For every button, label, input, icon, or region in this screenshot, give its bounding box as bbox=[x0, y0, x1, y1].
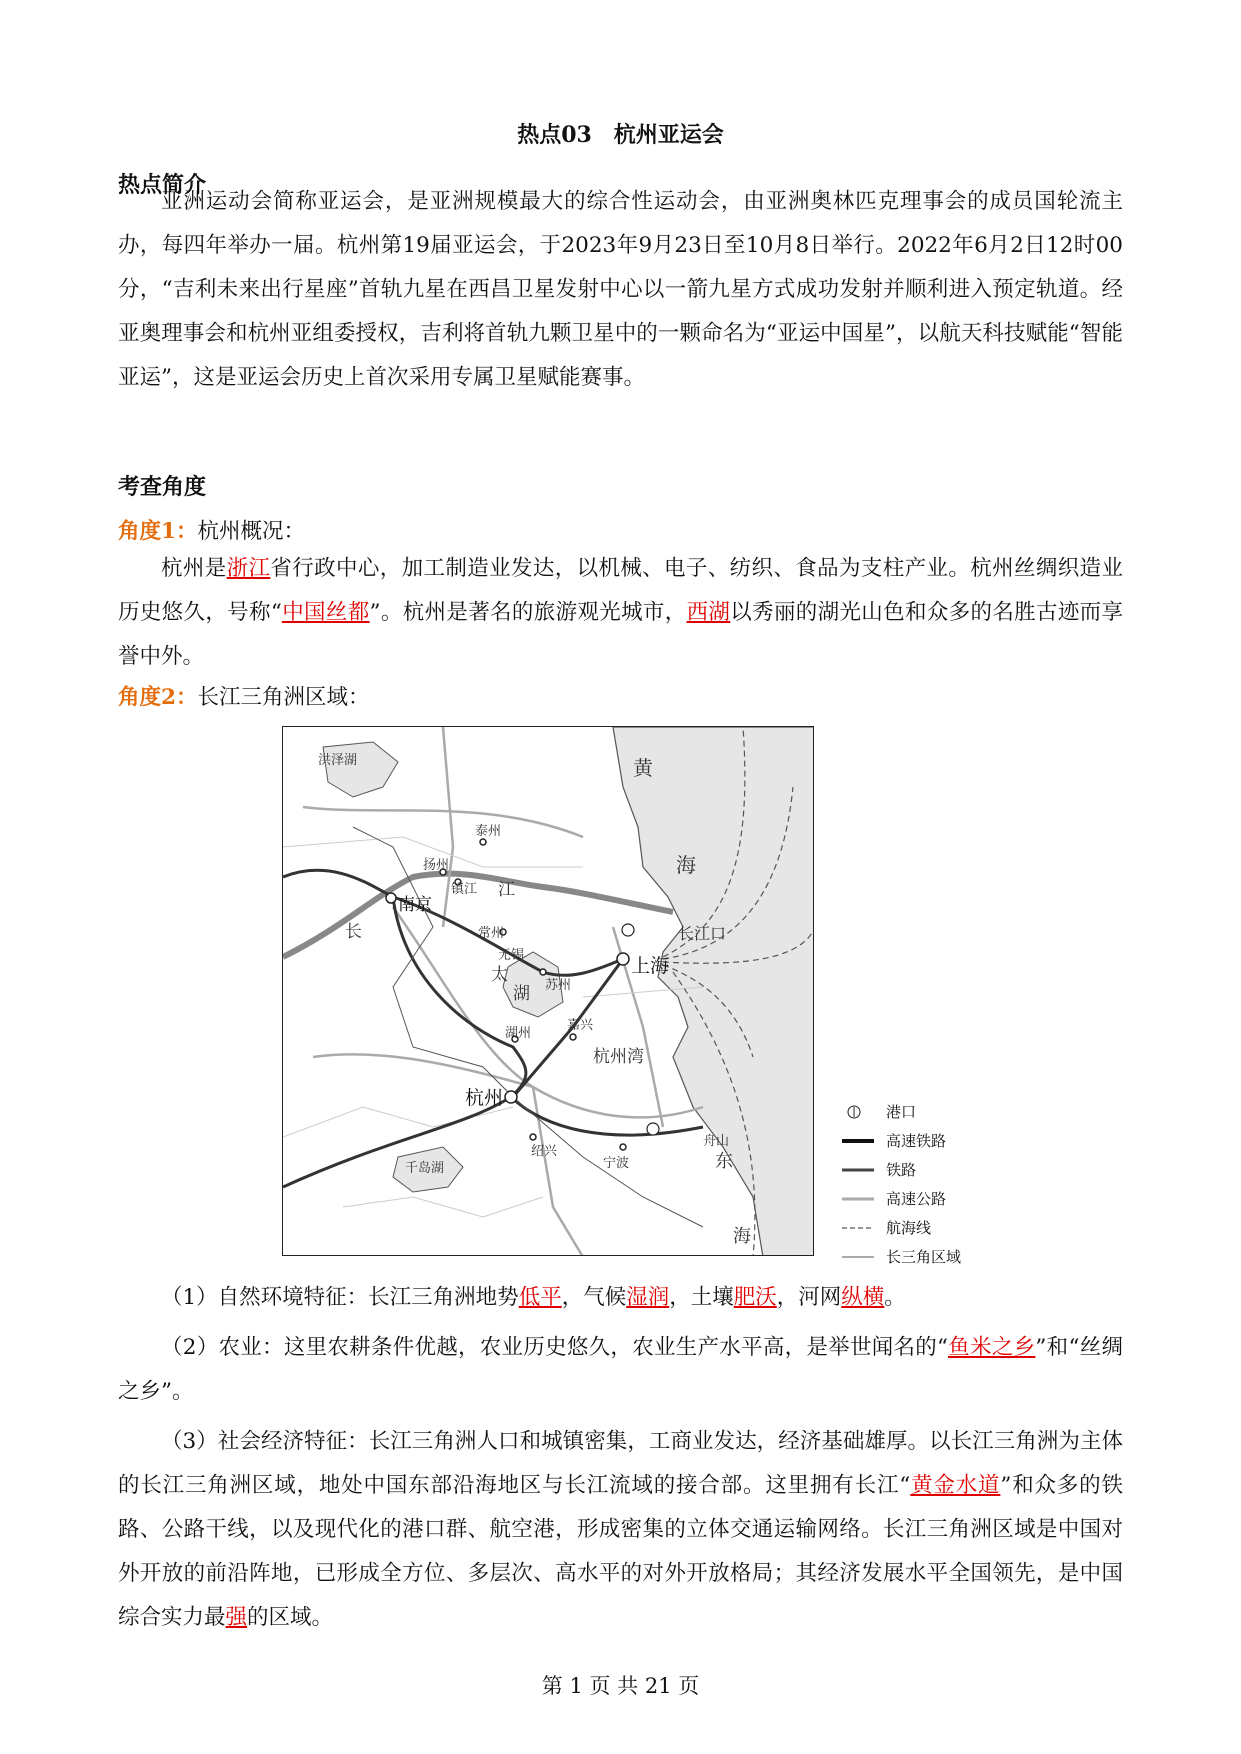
map-label: 扬州 bbox=[423, 858, 450, 873]
legend-label: 长三角区域 bbox=[886, 1248, 962, 1266]
map-label: 南京 bbox=[398, 895, 432, 915]
angle-2 bbox=[118, 680, 369, 711]
map-label: 东 bbox=[715, 1151, 733, 1172]
map-label: 舟山 bbox=[703, 1134, 730, 1149]
legend-railway bbox=[842, 1155, 961, 1184]
map-label: 镇江 bbox=[451, 882, 478, 897]
angle-2-label: 角度2： bbox=[118, 685, 198, 710]
map-label: 无锡 bbox=[498, 948, 525, 963]
page-title: 热点03 杭州亚运会 bbox=[517, 122, 724, 148]
answer-golden-waterway: 黄金水道 bbox=[910, 1473, 1001, 1498]
legend-label: 高速公路 bbox=[886, 1190, 947, 1208]
legend-label: 航海线 bbox=[886, 1219, 932, 1237]
answer-humid: 湿润 bbox=[626, 1285, 670, 1310]
map-label: 杭州湾 bbox=[593, 1047, 644, 1067]
legend-expressway bbox=[842, 1184, 961, 1213]
legend-label: 铁路 bbox=[886, 1161, 917, 1179]
answer-west-lake: 西湖 bbox=[686, 600, 731, 625]
map-label: 常州 bbox=[478, 926, 505, 941]
answer-zhejiang: 浙江 bbox=[226, 556, 271, 581]
map-label: 黄 bbox=[633, 756, 653, 780]
yangtze-delta-map bbox=[282, 726, 814, 1256]
text: （2）农业：这里农耕条件优越，农业历史悠久，农业生产水平高，是举世闻名的“ bbox=[161, 1335, 949, 1360]
section-heading-angles: 考查角度 bbox=[118, 474, 207, 500]
section-heading-intro: 热点简介 bbox=[118, 172, 207, 198]
map-label: 长 bbox=[345, 922, 362, 942]
map-label: 湖州 bbox=[505, 1026, 532, 1041]
text: ”和众多的铁路、公路干线，以及现代化的港口群、航空港，形成密集的立体交通运输网络。长江三角洲区域是中国对外开放的前沿阵地，已形成全方位、多层次、高水平的对外开放格局；其经济发展水平全国领先，是中国综合实力最 bbox=[118, 1473, 1123, 1630]
text: （3）社会经济特征：长江三角洲人口和城镇密集，工商业发达，经济基础雄厚。以长江三角洲为主体的长江三角洲区域，地处中国东部沿海地区与长江流域的接合部。这里拥有长江“ bbox=[118, 1429, 1123, 1498]
legend-shipping-line bbox=[842, 1213, 961, 1242]
page-footer: 第 1 页 共 21 页 bbox=[541, 1674, 700, 1698]
text: ，气候 bbox=[561, 1285, 627, 1310]
map-label: 江 bbox=[498, 880, 515, 900]
answer-silk-capital: 中国丝都 bbox=[281, 600, 370, 625]
map-legend bbox=[842, 1097, 961, 1271]
map-label: 杭州 bbox=[465, 1087, 504, 1109]
answer-crisscross: 纵横 bbox=[841, 1285, 885, 1310]
map-label: 湖 bbox=[513, 984, 530, 1004]
angle-1-label: 角度1： bbox=[118, 519, 198, 544]
answer-fertile: 肥沃 bbox=[733, 1285, 777, 1310]
text: 杭州是 bbox=[161, 556, 227, 581]
text: ，土壤 bbox=[669, 1285, 734, 1310]
map-label: 太 bbox=[491, 965, 508, 985]
legend-label: 高速铁路 bbox=[886, 1132, 947, 1150]
angle-1 bbox=[118, 514, 305, 545]
legend-label: 港口 bbox=[886, 1103, 917, 1121]
map-label: 洪泽湖 bbox=[318, 753, 358, 768]
map-label: 千岛湖 bbox=[405, 1161, 445, 1176]
map-label: 宁波 bbox=[603, 1156, 630, 1171]
map-label: 海 bbox=[733, 1226, 751, 1247]
intro-paragraph: 亚洲运动会简称亚运会，是亚洲规模最大的综合性运动会，由亚洲奥林匹克理事会的成员国轮流主办，每四年举办一届。杭州第19届亚运会，于2023年9月23日至10月8日举行。2022年6月2日12时00分，“吉利未来出行星座”首轨九星在西昌卫星发射中心以一箭九星方式成功发射并顺利进入预定轨道。经亚奥理事会和杭州亚组委授权，吉利将首轨九颗卫星中的一颗命名为“亚运中国星”，以航天科技赋能“智能亚运”，这是亚运会历史上首次采用专属卫星赋能赛事。 bbox=[118, 189, 1123, 390]
map-label: 长江口 bbox=[678, 924, 727, 943]
text: ，河网 bbox=[776, 1285, 842, 1310]
yangtze-river bbox=[283, 874, 673, 957]
angle-2-text: 长江三角洲区域： bbox=[197, 685, 370, 710]
legend-delta-region bbox=[842, 1242, 961, 1271]
text: ”。杭州是著名的旅游观光城市， bbox=[369, 600, 687, 625]
hangzhou-paragraph bbox=[118, 547, 1123, 679]
text: 的区域。 bbox=[247, 1605, 334, 1630]
angle-1-text: 杭州概况： bbox=[197, 519, 305, 544]
map-label: 海 bbox=[676, 853, 696, 877]
text: 。 bbox=[884, 1285, 906, 1310]
point-2-paragraph bbox=[118, 1326, 1123, 1414]
map-label: 苏州 bbox=[545, 978, 572, 993]
hongze-lake bbox=[323, 742, 398, 797]
map-label: 泰州 bbox=[475, 824, 502, 839]
map-label: 嘉兴 bbox=[567, 1018, 594, 1033]
point-1-paragraph bbox=[118, 1276, 1123, 1320]
map-label: 上海 bbox=[631, 955, 670, 977]
point-3-paragraph bbox=[118, 1420, 1123, 1640]
answer-strongest: 强 bbox=[225, 1605, 248, 1630]
answer-low-flat: 低平 bbox=[518, 1285, 562, 1310]
text: 以秀丽的湖光山色和众多的名胜古迹而享誉中外。 bbox=[118, 600, 1123, 669]
answer-fish-rice: 鱼米之乡 bbox=[948, 1335, 1036, 1360]
text: （1）自然环境特征：长江三角洲地势 bbox=[161, 1285, 519, 1310]
text: ”和“丝绸之乡”。 bbox=[118, 1335, 1123, 1404]
text: 省行政中心，加工制造业发达，以机械、电子、纺织、食品为支柱产业。杭州丝绸织造业历史悠久，号称“ bbox=[118, 556, 1123, 625]
legend-highspeed-rail bbox=[842, 1126, 961, 1155]
legend-port bbox=[842, 1097, 961, 1126]
map-label: 绍兴 bbox=[531, 1144, 558, 1159]
